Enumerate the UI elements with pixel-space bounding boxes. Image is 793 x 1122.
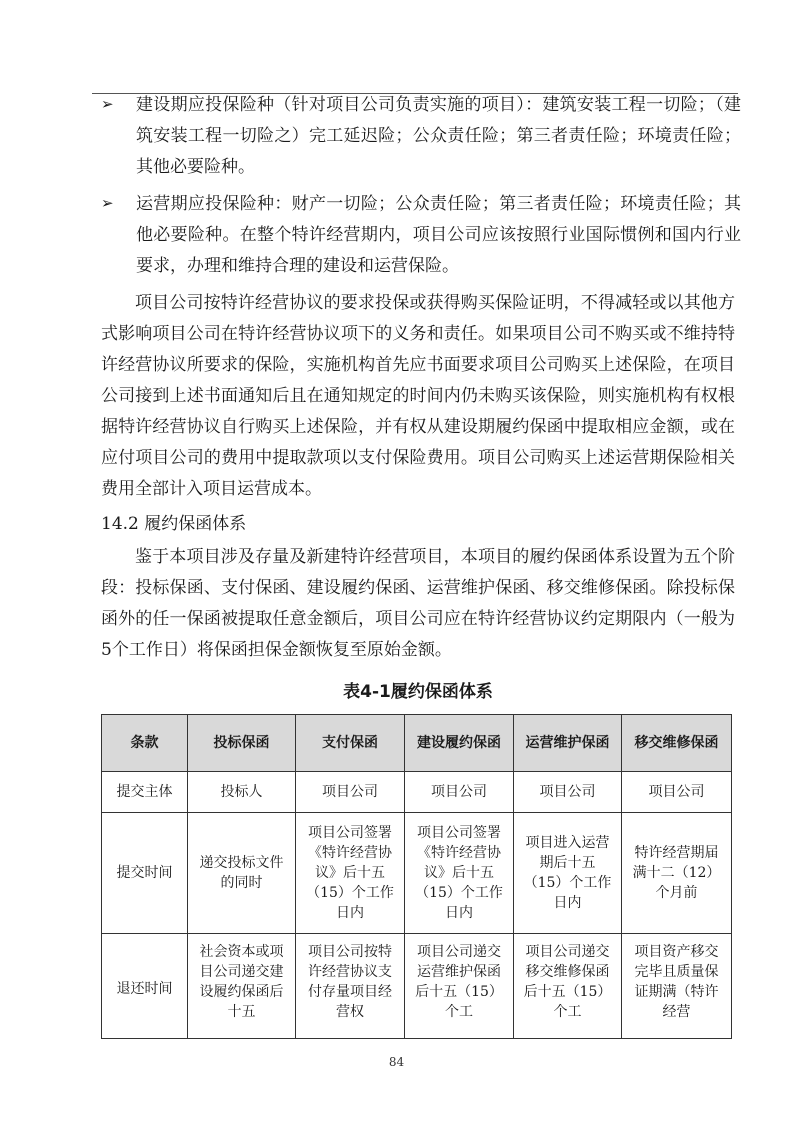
table-cell [514, 934, 622, 1039]
arrow-bullet-icon: ➢ [101, 194, 114, 212]
table-cell: 递交投标文件的同时 [188, 813, 296, 934]
table-cell [622, 934, 732, 1039]
arrow-bullet-icon: ➢ [101, 95, 114, 113]
table-row [102, 934, 732, 1039]
table-cell: 项目进入运营期后十五（15）个工作日内 [514, 813, 622, 934]
header-cell: 条款 [102, 715, 188, 772]
table-cell: 项目公司签署《特许经营协议》后十五（15）个工作日内 [296, 813, 405, 934]
table-cell [188, 934, 296, 1039]
table-cell: 项目公司 [622, 772, 732, 813]
table-caption: 表4-1履约保函体系 [343, 682, 493, 702]
bullet-text: 建设期应投保险种（针对项目公司负责实施的项目）：建筑安装工程一切险；（建筑安装工程一切险之）完工延迟险；公众责任险；第三者责任险；环境责任险；其他必要险种。 [136, 95, 741, 177]
table-header-row [102, 715, 732, 772]
table-cell: 项目公司签署《特许经营协议》后十五（15）个工作日内 [405, 813, 514, 934]
header-cell: 建设履约保函 [405, 715, 514, 772]
table-row [102, 813, 732, 934]
header-cell: 运营维护保函 [514, 715, 622, 772]
table-cell: 项目公司 [296, 772, 405, 813]
table-cell: 提交时间 [102, 813, 188, 934]
table-cell: 项目公司 [514, 772, 622, 813]
guarantee-table [101, 714, 732, 1039]
table-cell: 投标人 [188, 772, 296, 813]
header-cell: 投标保函 [188, 715, 296, 772]
cell-text: 项目公司按特许经营协议支付存量项目经营权 [308, 944, 392, 1020]
table-cell: 特许经营期届满十二（12）个月前 [622, 813, 732, 934]
table-cell [405, 934, 514, 1039]
table-row [102, 772, 732, 813]
page-number: 84 [388, 1055, 405, 1069]
cell-text: 社会资本或项目公司递交建设履约保函后十五 [199, 944, 284, 1020]
paragraph-guarantee-system: 鉴于本项目涉及存量及新建特许经营项目，本项目的履约保函体系设置为五个阶段：投标保函、支付保函、建设履约保函、运营维护保函、移交维修保函。除投标保函外的任一保函被提取任意金额后，项目公司应在特许经营协议约定期限内（一般为5个工作日）将保函担保金额恢复至原始金额。 [101, 547, 735, 660]
bullet-item-operation-insurance [101, 189, 741, 282]
cell-text: 项目公司递交运营维护保函后十五（15）个工 [415, 944, 503, 1020]
table-cell: 提交主体 [102, 772, 188, 813]
section-heading: 14.2 履约保函体系 [101, 514, 247, 534]
cell-text: 项目资产移交完毕且质量保证期满（特许经营 [634, 944, 719, 1020]
bullet-text: 运营期应投保险种：财产一切险；公众责任险；第三者责任险；环境责任险；其他必要险种。在整个特许经营期内，项目公司应该按照行业国际惯例和国内行业要求，办理和维持合理的建设和运营保险。 [136, 194, 741, 276]
bullet-item-construction-insurance [101, 90, 741, 183]
table-cell [296, 934, 405, 1039]
paragraph-insurance-obligation: 项目公司按特许经营协议的要求投保或获得购买保险证明，不得减轻或以其他方式影响项目公司在特许经营协议项下的义务和责任。如果项目公司不购买或不维持特许经营协议所要求的保险，实施机构首先应书面要求项目公司购买上述保险，在项目公司接到上述书面通知后且在通知规定的时间内仍未购买该保险，则实施机构有权根据特许经营协议自行购买上述保险，并有权从建设期履约保函中提取相应金额，或在应付项目公司的费用中提取款项以支付保险费用。项目公司购买上述运营期保险相关费用全部计入项目运营成本。 [101, 293, 735, 499]
table-cell: 项目公司 [405, 772, 514, 813]
header-cell: 支付保函 [296, 715, 405, 772]
table-cell: 退还时间 [102, 934, 188, 1039]
cell-text: 项目公司递交移交维修保函后十五（15）个工 [523, 944, 612, 1020]
header-cell: 移交维修保函 [622, 715, 732, 772]
